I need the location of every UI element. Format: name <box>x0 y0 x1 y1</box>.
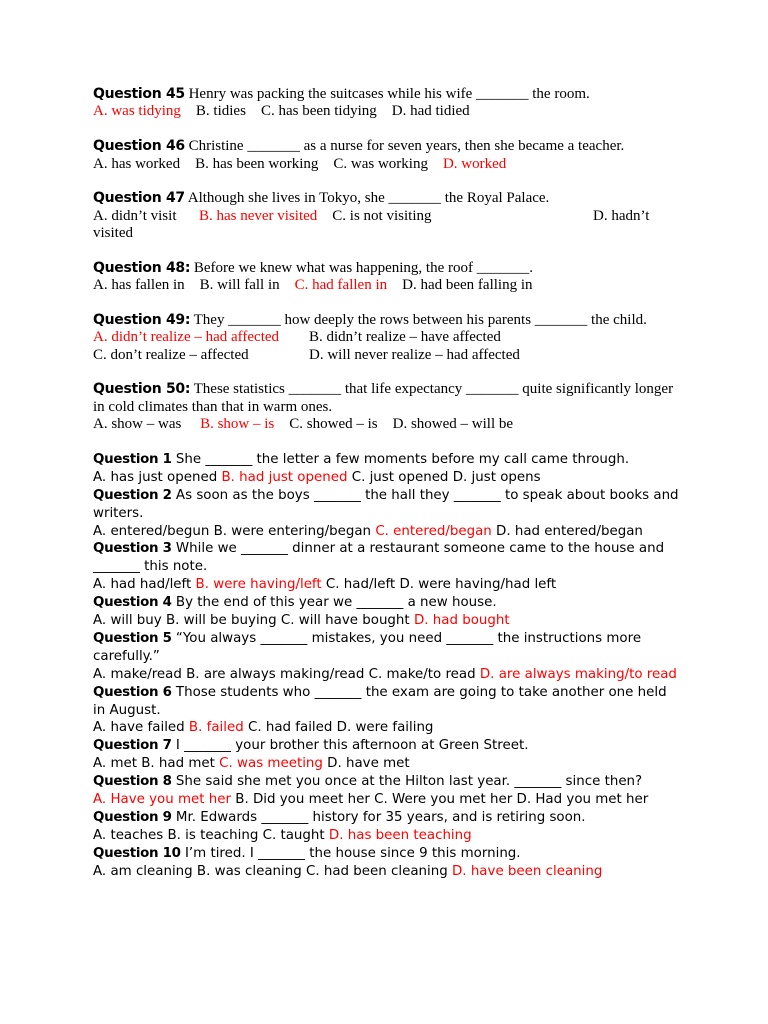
option: A. met B. had met <box>93 756 220 772</box>
option: C. just opened D. just opens <box>347 469 541 485</box>
question-stem: Christine _______ as a nurse for seven years, then she became a teacher. <box>184 138 625 155</box>
option: C. was working <box>333 155 428 172</box>
question-label: Question 8 <box>93 774 172 790</box>
question-stem: She _______ the letter a few moments before my call came through. <box>171 451 630 467</box>
question-stem: They _______ how deeply the rows between his parents _______ the child. <box>190 311 647 328</box>
question-1 <box>93 451 683 487</box>
option: C. had failed D. were failing <box>243 720 434 736</box>
option: C. had/left D. were having/had left <box>321 577 557 593</box>
answer-option: B. show – is <box>200 416 275 433</box>
question-stem: By the end of this year we _______ a new house. <box>171 595 497 611</box>
question-48 <box>93 260 683 295</box>
option: C. don’t realize – affected <box>93 346 249 363</box>
option: C. has been tidying <box>260 103 377 120</box>
answer-option: D. has been teaching <box>328 827 472 843</box>
question-4 <box>93 594 683 630</box>
option: D. have met <box>322 756 410 772</box>
question-7 <box>93 737 683 773</box>
option: D. will never realize – had affected <box>309 346 520 363</box>
answer-option: B. failed <box>188 720 244 736</box>
question-stem: Those students who _______ the exam are going to take another one held in August. <box>93 684 667 718</box>
option: A. had had/left <box>93 577 196 593</box>
option: A. will buy B. will be buying C. will have bought <box>93 613 414 629</box>
question-stem: While we _______ dinner at a restaurant someone came to the house and _______ this note. <box>93 541 665 575</box>
question-stem: These statistics _______ that life expectancy _______ quite significantly longer in cold climates than that in warm ones. <box>93 381 674 415</box>
option: D. had entered/began <box>491 523 643 539</box>
answer-option: B. had just opened <box>221 469 348 485</box>
option: A. has just opened <box>93 469 222 485</box>
question-stem: “You always _______ mistakes, you need _______ the instructions more carefully.” <box>93 630 642 664</box>
question-6 <box>93 684 683 738</box>
question-label: Question 3 <box>93 541 172 557</box>
answer-option: C. had fallen in <box>294 277 388 294</box>
worksheet <box>93 86 683 881</box>
question-stem: I _______ your brother this afternoon at Green Street. <box>171 738 529 754</box>
question-50 <box>93 381 683 433</box>
option: A. am cleaning B. was cleaning C. had been cleaning <box>93 863 452 879</box>
option: D. had tidied <box>391 103 470 120</box>
question-label: Question 4 <box>93 595 172 611</box>
option: A. show – was <box>93 416 182 433</box>
question-label: Question 49: <box>93 311 191 328</box>
question-stem: Although she lives in Tokyo, she _______ the Royal Palace. <box>184 190 550 207</box>
question-3 <box>93 540 683 594</box>
option: B. will fall in <box>199 277 280 294</box>
option: D. hadn’t <box>593 207 650 224</box>
question-label: Question 5 <box>93 630 172 646</box>
question-8 <box>93 773 683 809</box>
answer-option: D. are always making/to read <box>479 666 677 682</box>
option: D. showed – will be <box>392 416 514 433</box>
question-45 <box>93 86 683 121</box>
option: D. had been falling in <box>402 277 533 294</box>
question-label: Question 48: <box>93 259 191 276</box>
answer-option: B. has never visited <box>198 207 318 224</box>
option: A. entered/begun B. were entering/began <box>93 523 376 539</box>
answer-option: D. had bought <box>413 613 510 629</box>
question-5 <box>93 630 683 684</box>
option: B. has been working <box>195 155 319 172</box>
question-label: Question 47 <box>93 190 185 207</box>
option-continuation: visited <box>93 225 133 242</box>
question-47 <box>93 190 683 242</box>
option: B. didn’t realize – have affected <box>309 329 501 346</box>
question-label: Question 45 <box>93 86 185 102</box>
option: C. showed – is <box>289 416 378 433</box>
question-stem: Henry was packing the suitcases while his wife _______ the room. <box>184 86 590 102</box>
option: A. has fallen in <box>93 277 185 294</box>
question-label: Question 7 <box>93 738 172 754</box>
answer-option: A. didn’t realize – had affected <box>93 329 280 346</box>
answer-option: A. was tidying <box>93 103 181 120</box>
option: A. have failed <box>93 720 189 736</box>
option: A. didn’t visit <box>93 207 177 224</box>
question-label: Question 10 <box>93 845 181 861</box>
option: C. is not visiting <box>332 207 432 224</box>
option: B. Did you meet her C. Were you met her D. Had you met her <box>231 792 649 808</box>
question-2 <box>93 487 683 541</box>
question-label: Question 6 <box>93 684 172 700</box>
question-stem: As soon as the boys _______ the hall they _______ to speak about books and writers. <box>93 487 679 521</box>
answer-option: A. Have you met her <box>93 792 232 808</box>
question-label: Question 46 <box>93 138 185 155</box>
question-stem: Before we knew what was happening, the roof _______. <box>190 259 533 276</box>
question-stem: She said she met you once at the Hilton last year. _______ since then? <box>171 774 643 790</box>
question-label: Question 9 <box>93 810 172 825</box>
question-9 <box>93 809 683 845</box>
question-stem: Mr. Edwards _______ history for 35 years, and is retiring soon. <box>171 810 586 825</box>
question-label: Question 50: <box>93 381 191 398</box>
answer-option: D. have been cleaning <box>452 863 603 879</box>
question-10 <box>93 845 683 881</box>
answer-option: D. worked <box>442 155 507 172</box>
question-49 <box>93 312 683 364</box>
question-label: Question 1 <box>93 451 172 467</box>
question-label: Question 2 <box>93 487 172 503</box>
question-46 <box>93 138 683 173</box>
option: A. make/read B. are always making/read C. make/to read <box>93 666 480 682</box>
answer-option: C. entered/began <box>375 523 492 539</box>
answer-option: C. was meeting <box>219 756 323 772</box>
option: A. has worked <box>93 155 181 172</box>
option: A. teaches B. is teaching C. taught <box>93 827 329 843</box>
option: B. tidies <box>195 103 246 120</box>
answer-option: B. were having/left <box>195 577 322 593</box>
question-stem: I’m tired. I _______ the house since 9 this morning. <box>180 845 521 861</box>
